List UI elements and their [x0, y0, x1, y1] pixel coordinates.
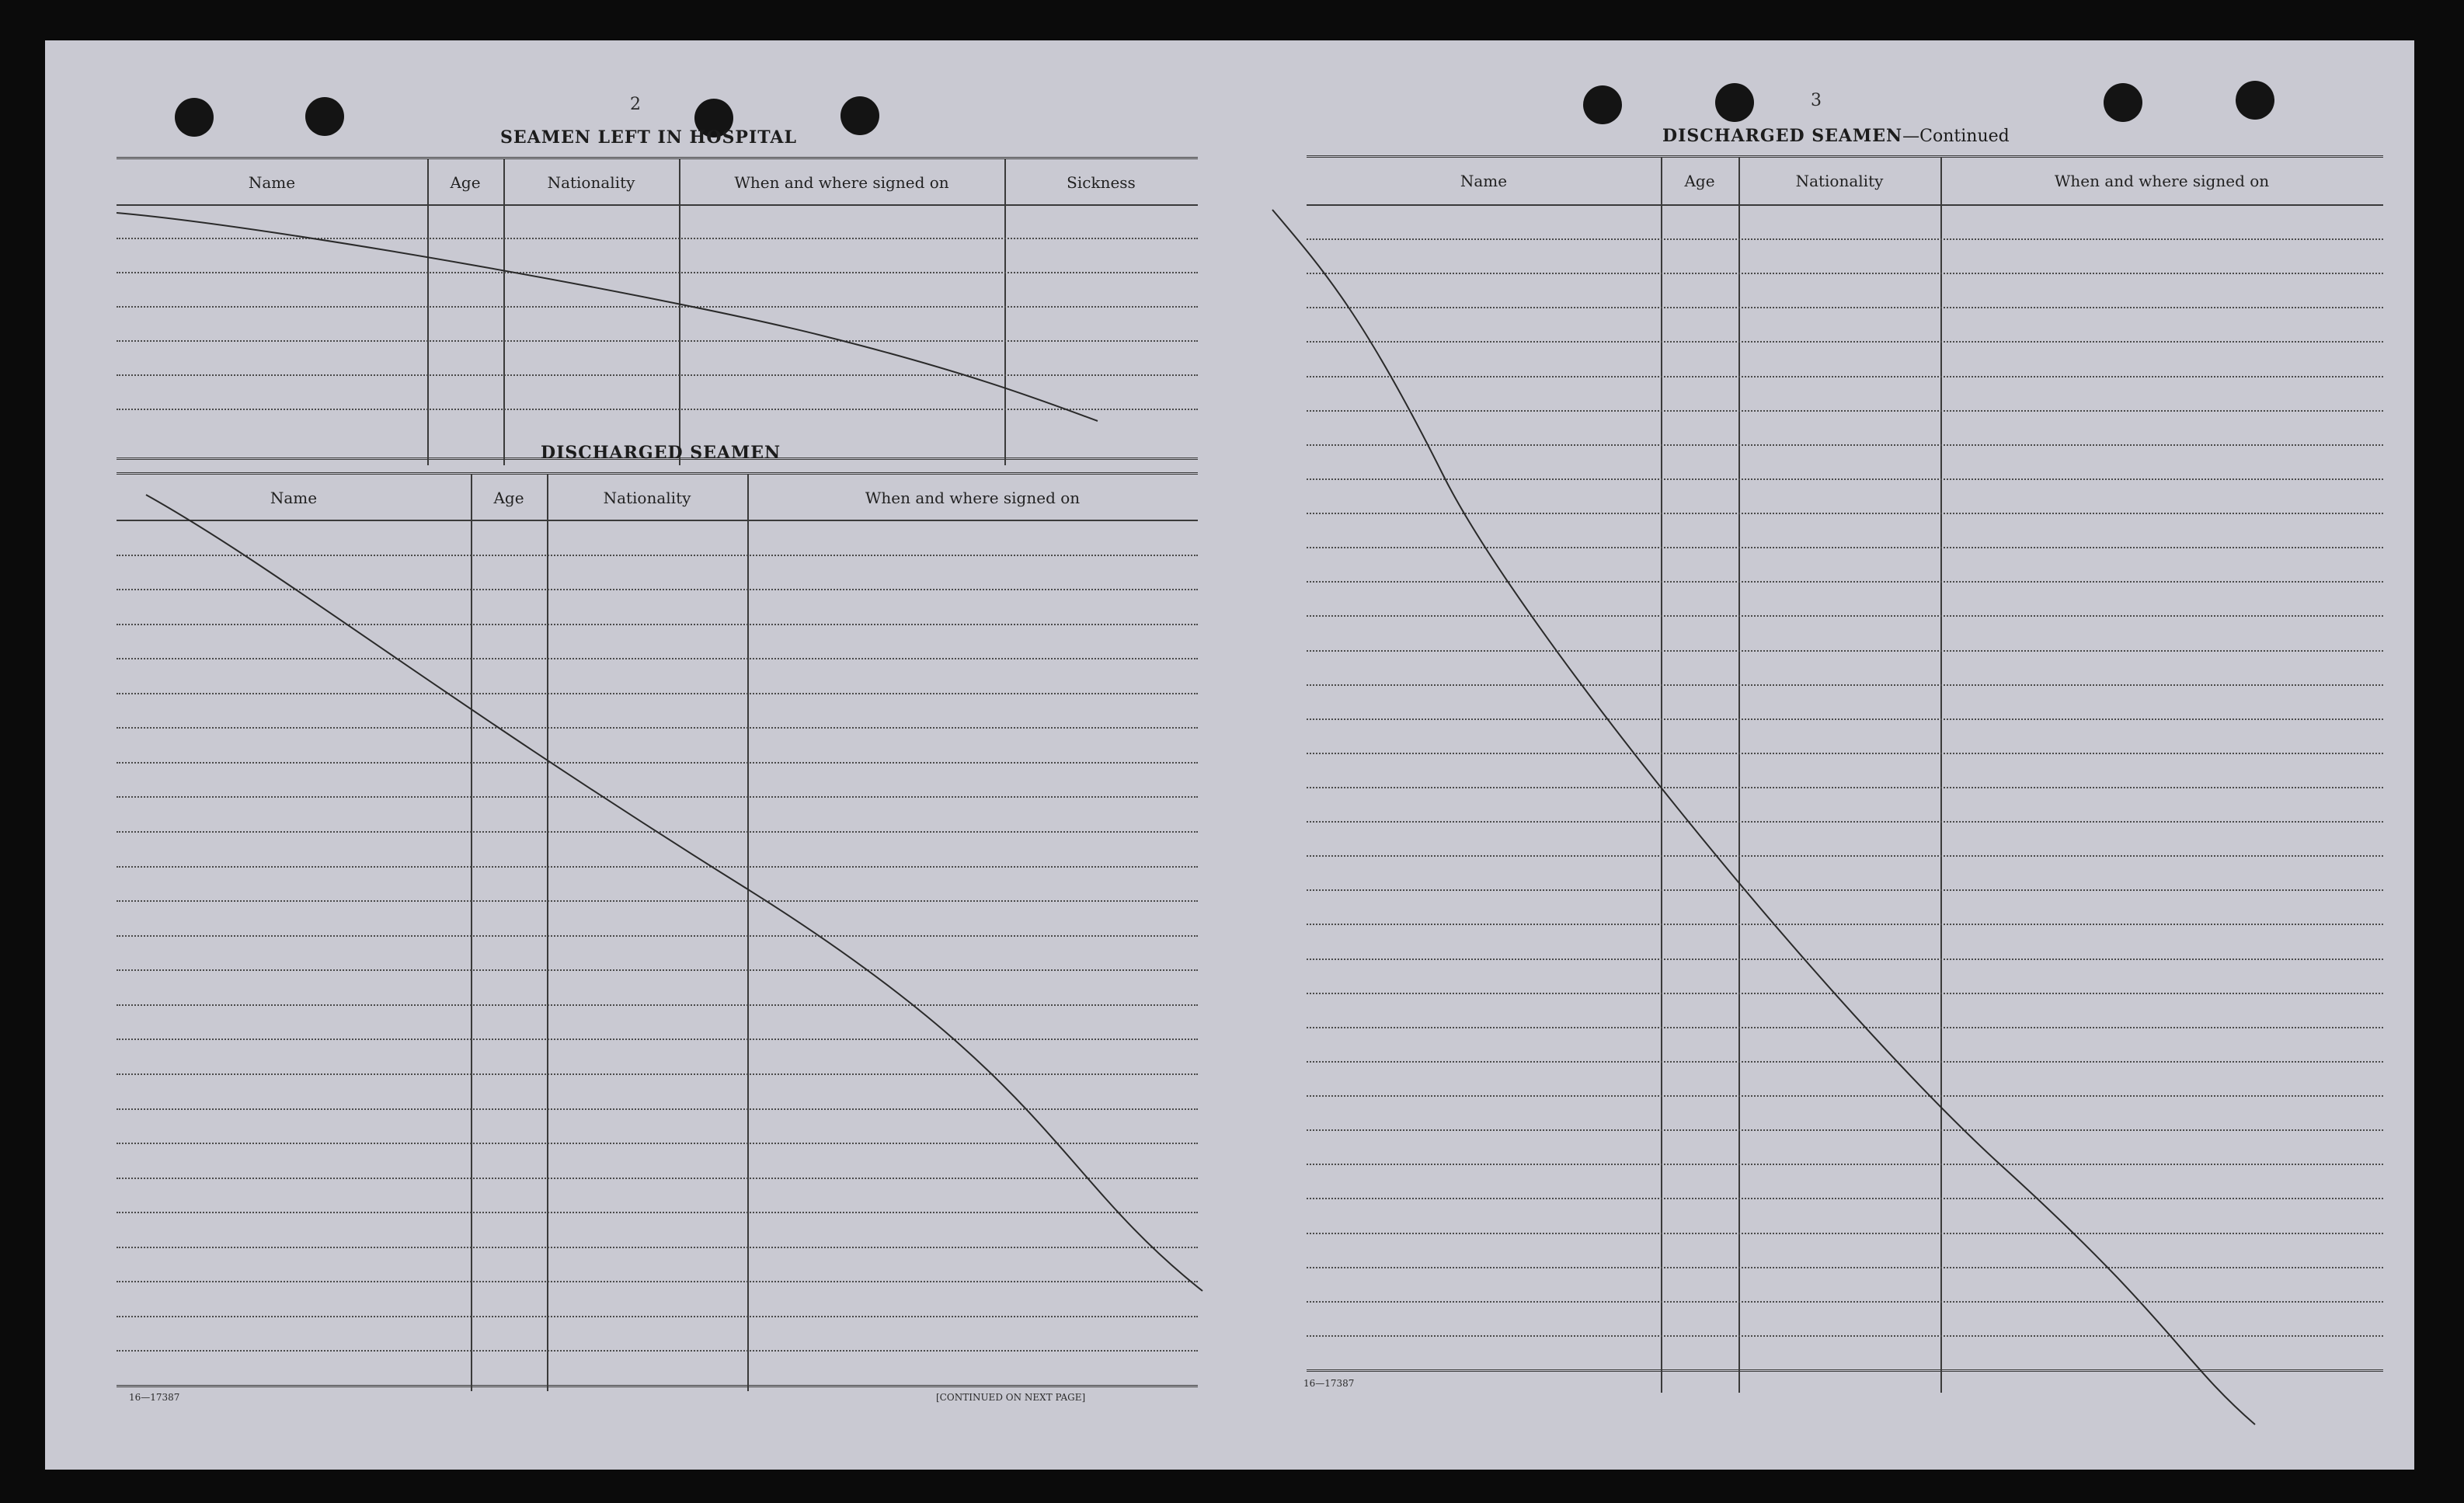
ruled-row-line [1307, 513, 2383, 514]
ruled-row-line [1307, 444, 2383, 446]
discharged-continued-table [1307, 155, 2383, 1393]
ruled-row-line [1307, 1129, 2383, 1131]
ruled-row-line [117, 693, 1198, 694]
ruled-row-line [1307, 855, 2383, 857]
discharged-continued-title [1662, 126, 2010, 146]
ruled-row-line [1307, 307, 2383, 308]
ruled-row-line [117, 866, 1198, 868]
ruled-row-line [1307, 650, 2383, 652]
ruled-row-line [1307, 581, 2383, 583]
discharged-table [117, 472, 1198, 1391]
ruled-row-line [117, 589, 1198, 590]
punch-hole [840, 96, 879, 135]
punch-hole [175, 98, 214, 137]
continued-col-signed-on: When and where signed on [2054, 172, 2270, 190]
ruled-row-line [1307, 1027, 2383, 1028]
ruled-row-line [1307, 547, 2383, 548]
punch-hole [2236, 81, 2274, 120]
ruled-row-line [1307, 959, 2383, 960]
continued-col-age: Age [1684, 172, 1715, 190]
left-form-number: 16—17387 [129, 1392, 180, 1403]
ruled-row-line [117, 1178, 1198, 1179]
ruled-row-line [117, 900, 1198, 902]
hospital-col-age: Age [450, 173, 481, 192]
right-form-number: 16—17387 [1303, 1378, 1355, 1389]
ruled-row-line [1307, 273, 2383, 274]
punch-hole [1583, 85, 1622, 124]
ruled-row-line [117, 796, 1198, 798]
punch-hole [2104, 83, 2142, 122]
continued-col-name: Name [1460, 172, 1508, 190]
ruled-row-line [1307, 1267, 2383, 1268]
ruled-row-line [1307, 718, 2383, 720]
discharged-col-nationality: Nationality [603, 489, 691, 507]
ruled-row-line [1307, 615, 2383, 617]
ruled-row-line [1307, 821, 2383, 823]
ruled-row-line [1307, 376, 2383, 377]
ruled-row-line [117, 1108, 1198, 1110]
ruled-row-line [1307, 1095, 2383, 1097]
hospital-col-sickness: Sickness [1067, 173, 1136, 192]
hospital-section-title: SEAMEN LEFT IN HOSPITAL [500, 127, 797, 148]
ruled-row-line [1307, 238, 2383, 240]
ruled-row-line [117, 1247, 1198, 1248]
ruled-row-line [1307, 889, 2383, 891]
ruled-row-line [1307, 1335, 2383, 1337]
ruled-row-line [117, 1350, 1198, 1352]
ruled-row-line [1307, 1164, 2383, 1165]
ruled-row-line [1307, 478, 2383, 480]
ruled-row-line [117, 831, 1198, 833]
ruled-row-line [1307, 787, 2383, 788]
ruled-row-line [1307, 1061, 2383, 1063]
left-page-number: 2 [630, 95, 641, 114]
discharged-col-name: Name [270, 489, 318, 507]
ruled-row-line [1307, 753, 2383, 754]
ruled-row-line [117, 1073, 1198, 1075]
ruled-row-line [117, 727, 1198, 729]
ruled-row-line [1307, 993, 2383, 994]
ruled-row-line [1307, 1198, 2383, 1199]
discharged-col-signed-on: When and where signed on [865, 489, 1081, 507]
discharged-continued-title-main: DISCHARGED SEAMEN [1662, 126, 1903, 146]
right-page-number: 3 [1811, 91, 1822, 110]
hospital-table [117, 157, 1198, 465]
ruled-row-line [117, 1004, 1198, 1006]
ruled-row-line [117, 1212, 1198, 1213]
ruled-row-line [117, 1039, 1198, 1040]
hospital-col-name: Name [248, 173, 296, 192]
ruled-row-line [1307, 1301, 2383, 1303]
discharged-section-title: DISCHARGED SEAMEN [541, 443, 781, 463]
continued-col-nationality: Nationality [1795, 172, 1884, 190]
ruled-row-line [1307, 684, 2383, 686]
punch-hole [1715, 83, 1754, 122]
document-sheet [45, 40, 2414, 1470]
discharged-col-age: Age [493, 489, 524, 507]
ruled-row-line [1307, 924, 2383, 925]
ruled-row-line [117, 935, 1198, 937]
ruled-row-line [117, 1143, 1198, 1144]
hospital-col-signed-on: When and where signed on [734, 173, 949, 192]
ruled-row-line [117, 762, 1198, 764]
ruled-row-line [1307, 1233, 2383, 1234]
ruled-row-line [117, 1316, 1198, 1317]
discharged-continued-title-suffix: —Continued [1902, 127, 2010, 146]
continued-note: [CONTINUED ON NEXT PAGE] [936, 1392, 1086, 1403]
hospital-col-nationality: Nationality [547, 173, 635, 192]
punch-hole [305, 97, 344, 136]
ruled-row-line [117, 1281, 1198, 1282]
ruled-row-line [117, 555, 1198, 556]
ruled-row-line [1307, 341, 2383, 343]
ruled-row-line [117, 624, 1198, 625]
ruled-row-line [117, 658, 1198, 659]
ruled-row-line [117, 969, 1198, 971]
ruled-row-line [1307, 410, 2383, 412]
